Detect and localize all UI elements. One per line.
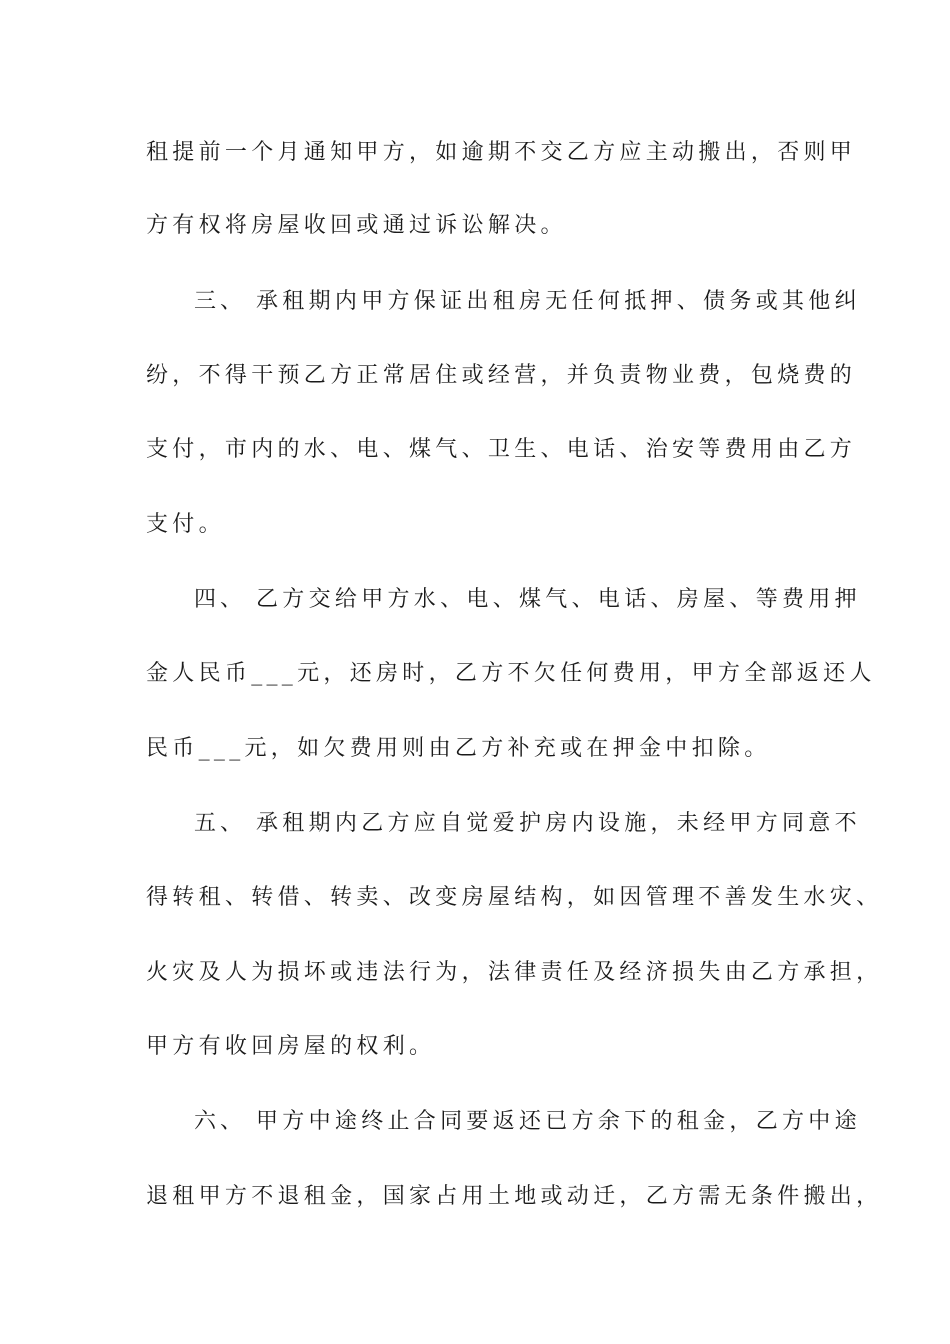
paragraph-line: 承租期内乙方应自觉爱护房内设施，未经甲方同意不 <box>256 811 861 836</box>
paragraph-line: 得转租、转借、转卖、改变房屋结构，如因管理不善发生水灾、 <box>146 885 883 910</box>
section-number-four: 四、 <box>194 587 247 612</box>
paragraph-line: 承租期内甲方保证出租房无任何抵押、债务或其他纠 <box>256 289 861 314</box>
paragraph-line: 民币___元，如欠费用则由乙方补充或在押金中扣除。 <box>146 736 771 761</box>
paragraph-line: 乙方交给甲方水、电、煤气、电话、房屋、等费用押 <box>256 587 861 612</box>
paragraph-line: 火灾及人为损坏或违法行为，法律责任及经济损失由乙方承担， <box>146 960 883 985</box>
paragraph-line: 纷，不得干预乙方正常居住或经营，并负责物业费，包烧费的 <box>146 363 857 388</box>
section-number-six: 六、 <box>194 1109 247 1134</box>
paragraph-line: 甲方有收回房屋的权利。 <box>146 1034 436 1059</box>
section-three-first-line <box>194 287 861 317</box>
section-number-three: 三、 <box>194 289 247 314</box>
section-four-first-line <box>194 585 861 615</box>
paragraph-line: 支付。 <box>146 512 225 537</box>
paragraph-line: 租提前一个月通知甲方，如逾期不交乙方应主动搬出，否则甲 <box>146 140 857 165</box>
paragraph-line: 方有权将房屋收回或通过诉讼解决。 <box>146 213 567 238</box>
paragraph-line: 退租甲方不退租金，国家占用土地或动迁，乙方需无条件搬出， <box>146 1184 883 1209</box>
paragraph-line: 支付，市内的水、电、煤气、卫生、电话、治安等费用由乙方 <box>146 437 857 462</box>
paragraph-line: 甲方中途终止合同要返还已方余下的租金，乙方中途 <box>256 1109 861 1134</box>
section-five-first-line <box>194 809 861 839</box>
paragraph-line: 金人民币___元，还房时，乙方不欠任何费用，甲方全部返还人 <box>146 661 876 686</box>
section-number-five: 五、 <box>194 811 247 836</box>
section-six-first-line <box>194 1107 861 1137</box>
